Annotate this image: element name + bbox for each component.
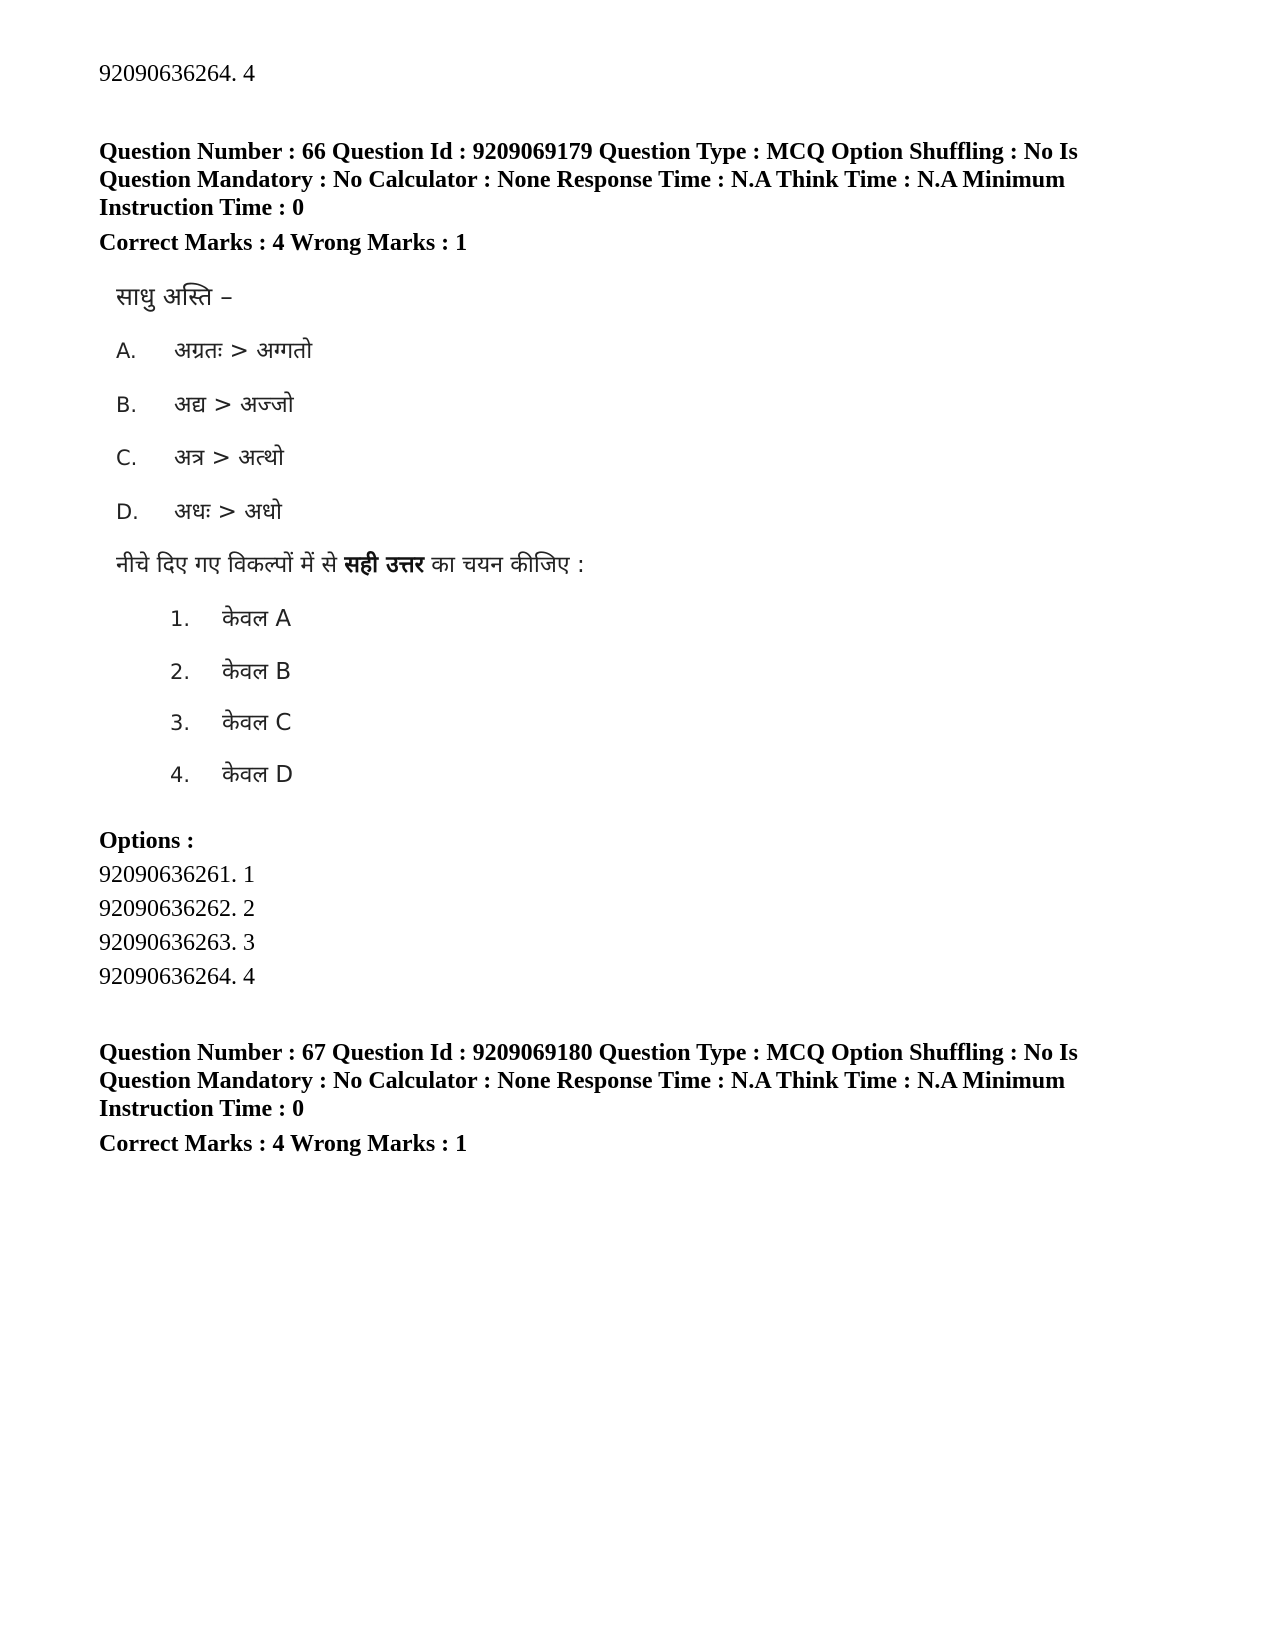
q66-options-heading: Options : [99, 828, 195, 854]
q67-meta-line-1: Question Number : 67 Question Id : 9209069180 Question Type : MCQ Option Shuffling : No Is [99, 1040, 1078, 1066]
q66-option-1: 92090636261. 1 [99, 862, 255, 888]
statement-text: अत्र > अत्थो [174, 445, 284, 471]
q66-stem: साधु अस्ति – [116, 282, 233, 311]
q66-option-2: 92090636262. 2 [99, 896, 255, 922]
choice-text: केवल C [222, 710, 292, 736]
statement-letter: D. [116, 500, 139, 524]
q66-statement-d [116, 495, 282, 529]
q66-choice-3 [170, 706, 291, 740]
q66-marks: Correct Marks : 4 Wrong Marks : 1 [99, 230, 468, 256]
q66-statement-b [116, 388, 294, 422]
q66-statement-c [116, 441, 284, 475]
q67-marks: Correct Marks : 4 Wrong Marks : 1 [99, 1131, 468, 1157]
choice-number: 3. [170, 711, 191, 735]
choice-number: 1. [170, 607, 191, 631]
previous-option-line: 92090636264. 4 [99, 61, 255, 87]
q66-question-image [112, 280, 652, 810]
statement-letter: C. [116, 446, 138, 470]
q66-instruction [116, 548, 585, 582]
choice-text: केवल A [222, 606, 292, 632]
statement-text: अग्रतः > अग्गतो [174, 338, 313, 364]
statement-text: अद्य > अज्जो [174, 392, 294, 418]
q66-metadata [99, 138, 1159, 222]
q66-option-4: 92090636264. 4 [99, 964, 255, 990]
statement-text: अधः > अधो [174, 499, 282, 525]
q66-choice-4 [170, 758, 293, 792]
statement-letter: B. [116, 393, 138, 417]
choice-text: केवल D [222, 762, 294, 788]
q66-option-3: 92090636263. 3 [99, 930, 255, 956]
choice-number: 4. [170, 763, 191, 787]
statement-letter: A. [116, 339, 137, 363]
choice-number: 2. [170, 660, 191, 684]
q66-meta-line-1: Question Number : 66 Question Id : 9209069179 Question Type : MCQ Option Shuffling : No Is [99, 139, 1078, 165]
q66-choice-1 [170, 602, 291, 636]
choice-text: केवल B [222, 659, 292, 685]
instruction-text-bold: सही उत्तर [344, 552, 424, 578]
q66-meta-line-2: Question Mandatory : No Calculator : None Response Time : N.A Think Time : N.A Minimum [99, 167, 1066, 193]
q66-choice-2 [170, 655, 291, 689]
q67-meta-line-2: Question Mandatory : No Calculator : None Response Time : N.A Think Time : N.A Minimum [99, 1068, 1066, 1094]
instruction-text-pre: नीचे दिए गए विकल्पों में से [116, 552, 345, 578]
instruction-text-post: का चयन कीजिए : [424, 552, 585, 578]
q67-meta-line-3: Instruction Time : 0 [99, 1096, 305, 1122]
q67-metadata [99, 1039, 1159, 1123]
q66-meta-line-3: Instruction Time : 0 [99, 195, 305, 221]
q66-statement-a [116, 334, 312, 368]
